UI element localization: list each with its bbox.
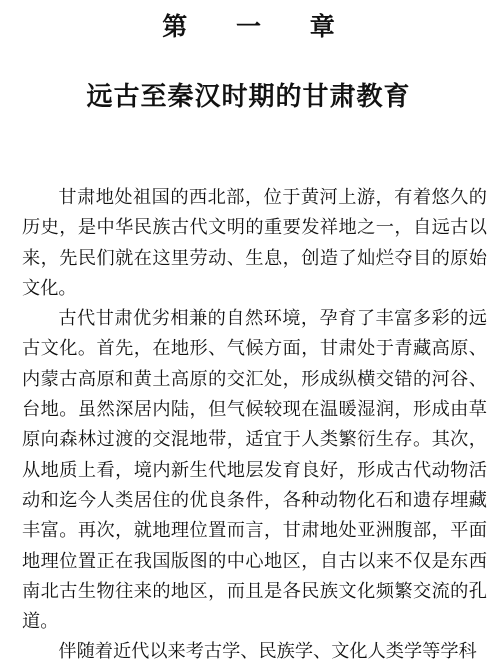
chapter-heading: 第 一 章 bbox=[162, 12, 355, 41]
paragraph: 甘肃地处祖国的西北部，位于黄河上游，有着悠久的历史，是中华民族古代文明的重要发祥地之一，自远古以来，先民们就在这里劳动、生息，创造了灿烂夺目的原始文化。 bbox=[22, 187, 487, 299]
paragraph: 伴随着近代以来考古学、民族学、文化人类学等学科 bbox=[58, 641, 477, 663]
paragraph: 古代甘肃优劣相兼的自然环境，孕育了丰富多彩的远古文化。首先，在地形、气候方面，甘肃处于青藏高原、内蒙古高原和黄土高原的交汇处，形成纵横交错的河谷、台地。虽然深居内陆，但气候较现在温暖湿润，形成由草原向森林过渡的交混地带，适宜于人类繁衍生存。其次，从地质上看，境内新生代地层发育良好，形成古代动物活动和迄今人类居住的优良条件，各种动物化石和遗存埋藏丰富。再次，就地理位置而言，甘肃地处亚洲腹部，平面地理位置正在我国版图的中心地区，自古以来不仅是东西南北古生物往来的地区，而且是各民族文化频繁交流的孔道。 bbox=[22, 308, 487, 633]
body-text bbox=[22, 183, 487, 668]
chapter-title: 远古至秦汉时期的甘肃教育 bbox=[86, 82, 411, 112]
